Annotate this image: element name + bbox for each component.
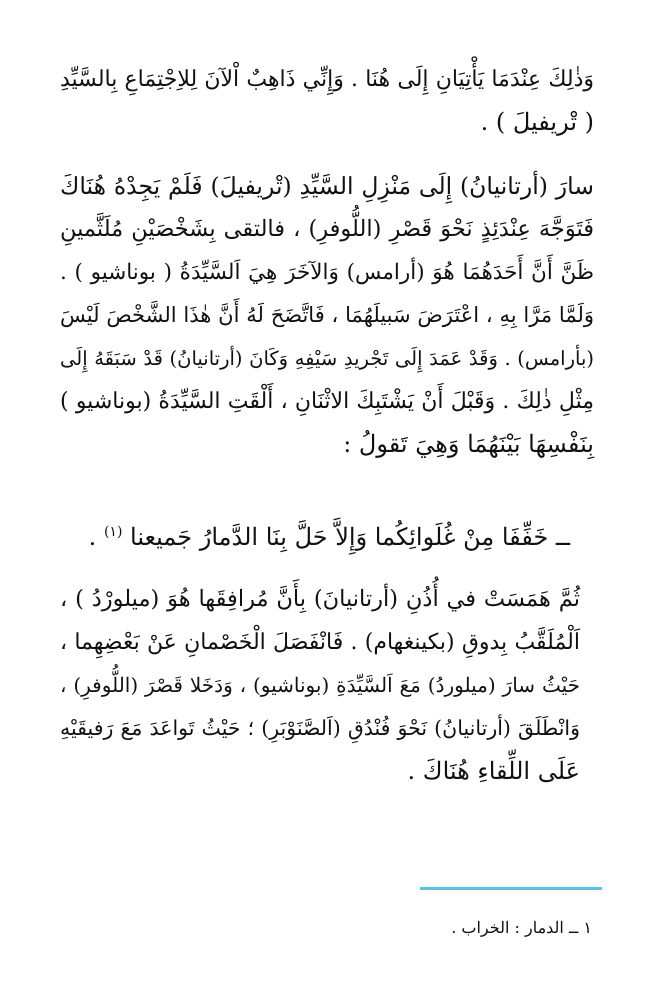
- text-line: وَانْطَلَقَ (أرتانيانُ) نَحْوَ فُنْدُقِ (اَلصَّنَوْبَرِ) ؛ حَيْثُ تَواعَدَ مَعَ رَفيقَيْهِ: [60, 716, 580, 740]
- text-line: ثُمَّ هَمَسَتْ في أُذُنِ (أرتانيانَ) بِأَنَّ مُرافِقَها هُوَ (ميلورْدُ ) ،: [60, 586, 580, 612]
- footnote-divider: [420, 887, 602, 890]
- text-line: [60, 516, 570, 559]
- text-line: وَذٰلِكَ عِنْدَمَا يَأْتِيَانِ إِلَى هُنَا . وَإِنِّي ذَاهِبٌ اْلآنَ لِلاِجْتِمَاعِ بِالسَّيِّدِ: [60, 67, 594, 92]
- dialogue-text: ــ خَفِّفَا مِنْ غُلَوائِكُما وَإِلاَّ حَلَّ بِنَا الدَّمارُ جَميعنا: [130, 523, 570, 551]
- text-line: بِنَفْسِهَا بَيْنَهُمَا وَهِيَ تَقولُ :: [343, 430, 594, 458]
- paragraph-3: [60, 516, 570, 559]
- paragraph-2: [60, 165, 594, 466]
- dialogue-tail: .: [88, 523, 104, 551]
- text-line: فَتَوَجَّهَ عِنْدَئِذٍ نَحْوَ قَصْرِ (اللُّوفرِ) ، فالتقى بِشَخْصَيْنِ مُلَثَّمينِ: [60, 216, 594, 242]
- footnote-marker: (١): [103, 524, 123, 540]
- text-line: مِثْلِ ذٰلِكَ . وَقَبْلَ أَنْ يَشْتَبِكَ الاثْنَانِ ، أَلْقَتِ السَّيِّدَةُ (بوناشيو ): [60, 389, 594, 414]
- paragraph-1: [60, 58, 594, 144]
- text-line: سارَ (أرتانيانُ) إِلَى مَنْزِلِ السَّيِّدِ (تْريفيلَ) فَلَمْ يَجِدْهُ هُنَاكَ: [60, 172, 594, 200]
- text-line: ظَنَّ أَنَّ أَحَدَهُمَا هُوَ (أرامس) وَالآخَرَ هِيَ اَلسَّيِّدَةُ ( بوناشيو ) .: [60, 260, 594, 285]
- text-line: عَلَى اللِّقاءِ هُنَاكَ .: [407, 757, 580, 785]
- paragraph-4: [60, 578, 580, 793]
- text-line: ( تْريفيلَ ) .: [480, 108, 594, 136]
- text-line: وَلَمَّا مَرَّا بِهِ ، اعْتَرَضَ سَبيلَهُمَا ، فَاتَّضَحَ لَهُ أَنَّ هٰذَا الشَّخْصَ لَيْسَ: [60, 303, 594, 327]
- text-line: (بأرامس) . وَقَدْ عَمَدَ إِلَى تَجْريدِ سَيْفِهِ وَكَانَ (أرتانيانُ) قَدْ سَبَقَهُ إِلَى: [60, 347, 594, 370]
- text-line: حَيْثُ سارَ (ميلوردُ) مَعَ اَلسَّيِّدَةِ (بوناشيو) ، وَدَخَلا قَصْرَ (اللُّوفرِ) ،: [60, 673, 580, 697]
- text-line: اَلْمُلَقَّبُ بِدوقِ (بكينغهام) . فَانْفَصَلَ الْخَصْمانِ عَنْ بَعْضِهِما ،: [60, 630, 580, 655]
- footnote: ١ ــ الدمار : الخراب .: [451, 918, 592, 937]
